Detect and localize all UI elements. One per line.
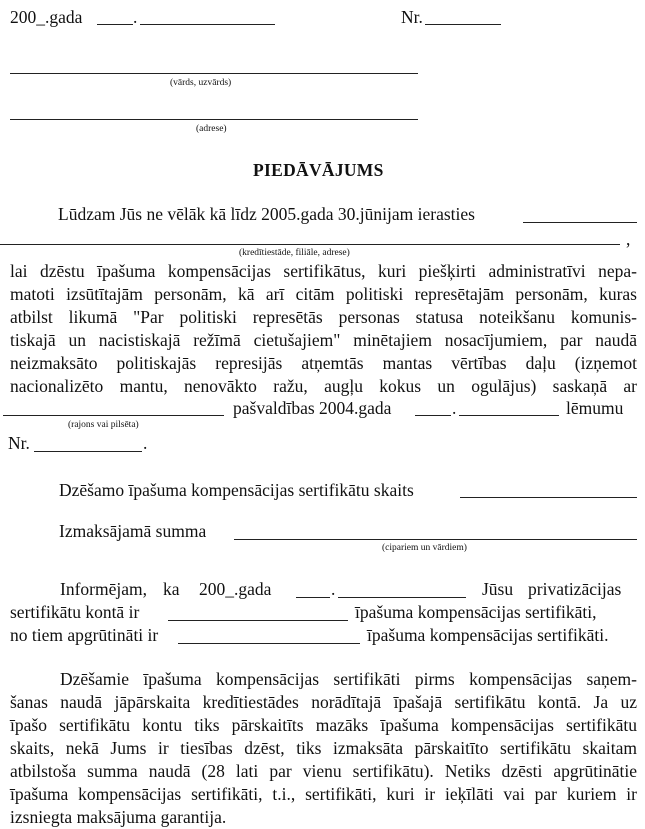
inform-line3-label: no tiem apgrūtināti ir [10, 625, 159, 645]
final-line-4: skaits, nekā Jums ir tiesības dzēst, tiks izmaksāta pārskaitīto sertifikātu skaitam [10, 738, 637, 758]
name-field[interactable] [10, 73, 418, 74]
amount-label: Izmaksājamā summa [59, 521, 207, 541]
decision-nr-dot: . [143, 433, 148, 453]
address-caption: (adrese) [196, 124, 227, 134]
date-dot: . [133, 7, 138, 27]
body-line-2: matoti izsūtītajām personām, kā arī citām politiski represētajām personām, kuras [10, 284, 637, 304]
region-caption: (rajons vai pilsēta) [68, 420, 139, 430]
inform-month-field[interactable] [338, 597, 466, 598]
bank-field-part2[interactable] [0, 244, 620, 245]
inform-line2-label: sertifikātu kontā ir [10, 602, 140, 622]
certificate-count-field[interactable] [460, 497, 637, 498]
final-line-1: Dzēšamie īpašuma kompensācijas sertifikāti pirms kompensācijas saņem- [60, 669, 637, 689]
body-line-6: nacionalizēto mantu, nenovākto ražu, augļu kokus un ogulājus) saskaņā ar [10, 376, 637, 396]
address-field[interactable] [10, 119, 418, 120]
final-line-6: īpašuma kompensācijas sertifikāti, t.i., sertifikāti, kuri ir ieķīlāti vai par kuriem ir [10, 784, 637, 804]
inform-word-4: Jūsu [482, 579, 514, 599]
body-line-5: neizmaksāto politiskajās represijās atņemtās mantas vērtības daļu (izņemot [10, 353, 637, 373]
final-line-3: īpašo sertifikātu kontu tiks pārskaitīts mazāks īpašuma kompensācijas sertifikātu [10, 715, 637, 735]
final-line-2: šanas naudā jāpārskaita kredītiestādes norādītajā īpašajā sertifikātu kontā. Ja uz [10, 692, 637, 712]
date-day-field[interactable] [97, 24, 133, 25]
inform-year: 200_.gada [199, 579, 272, 599]
certificates-encumbered-field[interactable] [178, 643, 360, 644]
inform-line3-suffix: īpašuma kompensācijas sertifikāti. [367, 625, 609, 645]
amount-caption: (cipariem un vārdiem) [382, 543, 467, 553]
inform-dot: . [331, 579, 336, 599]
inform-word-5: privatizācijas [528, 579, 622, 599]
body-line-3: atbilst likumā "Par politiski represētās personas statusa noteikšanu komunis- [10, 307, 637, 327]
decision-month-field[interactable] [459, 415, 559, 416]
bank-field-part1[interactable] [523, 222, 637, 223]
inform-word-2: ka [163, 579, 180, 599]
final-line-7: izsniegta maksājuma garantija. [10, 807, 227, 827]
decision-text: pašvaldības 2004.gada [233, 398, 392, 418]
document-title: PIEDĀVĀJUMS [253, 160, 384, 180]
intro-text: Lūdzam Jūs ne vēlāk kā līdz 2005.gada 30.jūnijam ierasties [58, 204, 475, 224]
region-field[interactable] [3, 415, 224, 416]
body-line-4: tiskajā un nacistiskajā režīmā cietušajiem" minētajiem nosacījumiem, par naudā [10, 330, 637, 350]
bank-caption: (kredītiestāde, filiāle, adrese) [239, 248, 350, 258]
inform-word-1: Informējam, [60, 579, 147, 599]
final-line-5: atbilstoša summa naudā (28 lati par vienu sertifikātu). Netiks dzēsti apgrūtinātie [10, 761, 637, 781]
certificate-count-label: Dzēšamo īpašuma kompensācijas sertifikātu skaits [59, 480, 414, 500]
doc-number-field[interactable] [425, 24, 501, 25]
date-month-field[interactable] [140, 24, 275, 25]
decision-nr-label: Nr. [8, 433, 30, 453]
decision-dot: . [452, 398, 457, 418]
bank-comma: , [626, 229, 631, 249]
doc-number-label: Nr. [401, 7, 423, 27]
body-line-1: lai dzēstu īpašuma kompensācijas sertifikātus, kuri piešķirti administratīvi nepa- [10, 261, 637, 281]
decision-day-field[interactable] [415, 415, 451, 416]
date-header [10, 6, 82, 28]
inform-line2-suffix: īpašuma kompensācijas sertifikāti, [355, 602, 597, 622]
certificates-total-field[interactable] [168, 620, 348, 621]
name-caption: (vārds, uzvārds) [170, 78, 232, 88]
decision-word: lēmumu [566, 398, 624, 418]
decision-nr-field[interactable] [34, 451, 142, 452]
amount-field[interactable] [234, 539, 637, 540]
date-prefix: 200_.gada [10, 7, 83, 27]
inform-day-field[interactable] [296, 597, 330, 598]
